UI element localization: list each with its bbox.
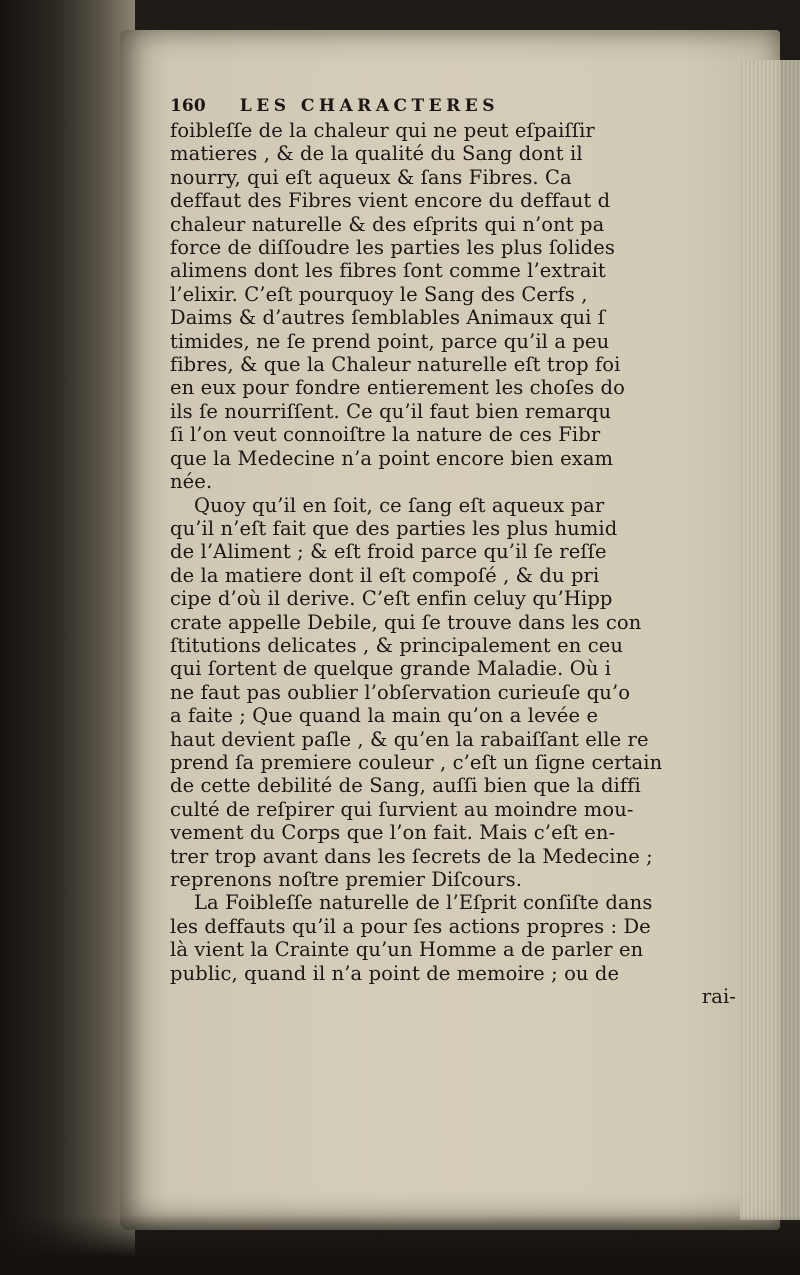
text-line: Quoy qu’il en ſoit, ce ſang eſt aqueux par (194, 493, 605, 517)
text-line: crate appelle Debile, qui ſe trouve dans les con (170, 610, 642, 634)
text-line: ne faut pas oublier l’obſervation curieuſe qu’o (170, 680, 631, 704)
text-line: deffaut des Fibres vient encore du deffaut d (170, 189, 611, 213)
text-line: de la matiere dont il eſt compoſé , & du pri (170, 563, 600, 587)
text-line: de l’Aliment ; & eſt froid parce qu’il ſe reſſe (170, 540, 607, 564)
text-line: en eux pour fondre entierement les choſes do (170, 376, 625, 400)
text-line: La Foibleſſe naturelle de l’Eſprit conſiſte dans (194, 891, 653, 915)
page-text (170, 95, 770, 1008)
text-line: matieres , & de la qualité du Sang dont il (170, 142, 583, 166)
page-number: 160 (170, 96, 206, 116)
text-line: chaleur naturelle & des eſprits qui n’ont pa (170, 212, 605, 236)
catchword: rai- (701, 985, 736, 1009)
text-line: a faite ; Que quand la main qu’on a levée e (170, 704, 599, 728)
text-line: qui ſortent de quelque grande Maladie. Où i (170, 657, 612, 681)
text-line: ils ſe nourriſſent. Ce qu’il faut bien remarqu (170, 399, 612, 423)
text-line: prend ſa premiere couleur , c’eſt un ſigne certain (170, 750, 663, 774)
bottom-shadow (0, 1215, 800, 1275)
text-line: l’elixir. C’eſt pourquoy le Sang des Cerfs , (170, 282, 588, 306)
text-line: haut devient paſle , & qu’en la rabaiſſant elle re (170, 727, 649, 751)
text-line: alimens dont les fibres ſont comme l’extrait (170, 259, 606, 283)
text-line: force de diſſoudre les parties les plus ſolides (170, 236, 616, 260)
text-line: les deffauts qu’il a pour ſes actions propres : De (170, 914, 651, 938)
text-line: fibres, & que la Chaleur naturelle eſt trop foi (170, 353, 621, 377)
text-line: ſi l’on veut connoiſtre la nature de ces Fibr (170, 423, 601, 447)
text-line: Daims & d’autres ſemblables Animaux qui ſ (170, 306, 606, 330)
body-text (170, 119, 770, 985)
text-line: ſtitutions delicates , & principalement en ceu (170, 633, 624, 657)
text-line: nourry, qui eſt aqueux & ſans Fibres. Ca (170, 165, 572, 189)
page-header (170, 95, 770, 119)
text-line: là vient la Crainte qu’un Homme a de parler en (170, 938, 644, 962)
book-binding (0, 0, 135, 1275)
text-line: que la Medecine n’a point encore bien exam (170, 446, 614, 470)
text-line: foibleſſe de la chaleur qui ne peut eſpaiſſir (170, 119, 595, 142)
text-line: vement du Corps que l’on fait. Mais c’eſt en- (170, 821, 616, 845)
text-line: née. (170, 470, 213, 494)
text-line: cipe d’où il derive. C’eſt enfin celuy qu’Hipp (170, 587, 613, 611)
text-line: de cette debilité de Sang, auſſi bien que la diffi (170, 774, 641, 798)
text-line: qu’il n’eſt fait que des parties les plus humid (170, 516, 618, 540)
text-line: timides, ne ſe prend point, parce qu’il a peu (170, 329, 610, 353)
text-line: trer trop avant dans les ſecrets de la Medecine ; (170, 844, 653, 868)
text-line: public, quand il n’a point de memoire ; ou de (170, 961, 620, 985)
running-title: LES CHARACTERES (239, 96, 500, 116)
text-line: culté de reſpirer qui ſurvient au moindre mou- (170, 797, 634, 821)
text-line: reprenons noſtre premier Diſcours. (170, 868, 523, 891)
